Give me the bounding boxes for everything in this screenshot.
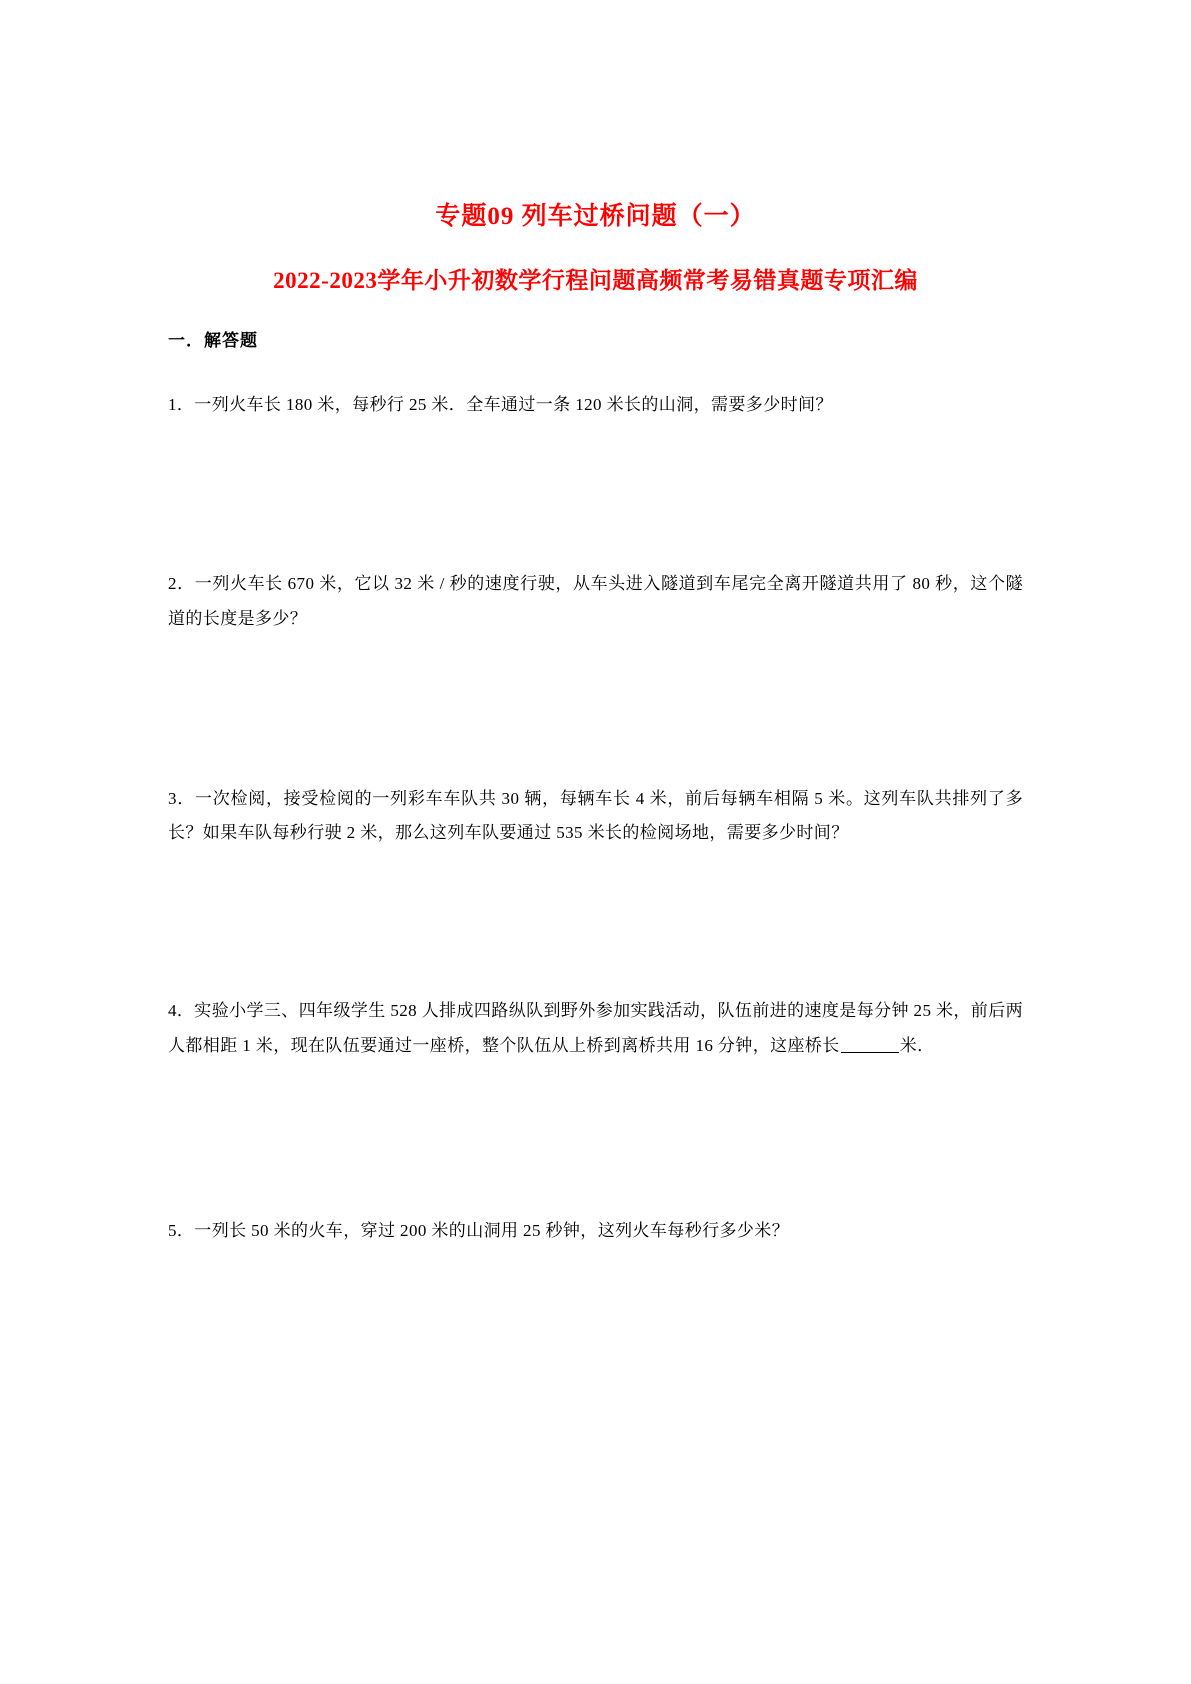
- page-subtitle: 2022-2023学年小升初数学行程问题高频常考易错真题专项汇编: [273, 268, 918, 293]
- answer-blank: [841, 1052, 899, 1053]
- problem-item-1: 1．一列火车长 180 米，每秒行 25 米．全车通过一条 120 米长的山洞，需要多少时间？: [168, 395, 833, 414]
- problem-item-2: 2．一列火车长 670 米，它以 32 米 / 秒的速度行驶，从车头进入隧道到车尾完全离开隧道共用了 80 秒，这个隧道的长度是多少？: [168, 573, 1023, 628]
- problem-4-text-before-blank: 4．实验小学三、四年级学生 528 人排成四路纵队到野外参加实践活动，队伍前进的速度是每分钟 25 米，前后两人都相距 1 米，现在队伍要通过一座桥，整个队伍从上桥到离桥共用 16 分钟，这座桥长: [168, 1001, 1023, 1056]
- problem-item-3: 3．一次检阅，接受检阅的一列彩车车队共 30 辆，每辆车长 4 米，前后每辆车相隔 5 米。这列车队共排列了多长？如果车队每秒行驶 2 米，那么这列车队要通过 535 米长的检阅场地，需要多少时间？: [168, 788, 1023, 843]
- section-heading: 一．解答题: [168, 331, 258, 350]
- problem-item-4: [168, 868, 1023, 1064]
- page-title: 专题09 列车过桥问题（一）: [435, 203, 756, 230]
- problem-4-text-after-blank: 米．: [899, 1036, 935, 1056]
- problem-item-5: 5．一列长 50 米的火车，穿过 200 米的山洞用 25 秒钟，这列火车每秒行多少米？: [168, 1220, 790, 1240]
